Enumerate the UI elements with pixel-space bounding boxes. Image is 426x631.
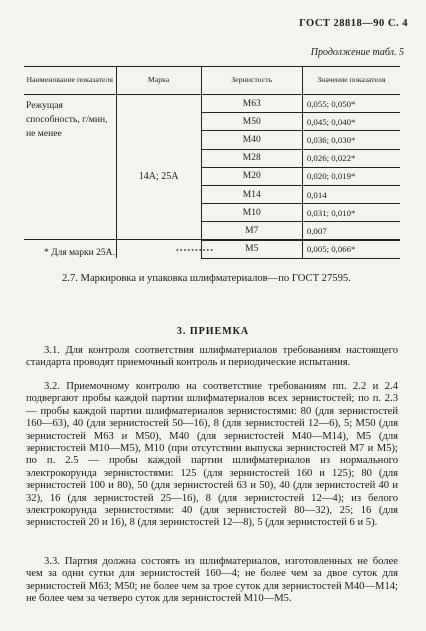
clause-3-3-text: 3.3. Партия должна состоять из шлифматериалов, изготовленных не более чем за одни сутки для зернистостей 160—4; не более чем за двое суток для зернистостей М63; М50; не более чем за трое суток для зернистостей М40—М14; не более чем за четверо суток для зернистостей М10—М5. [26, 556, 398, 605]
mark-cell: 14А; 25А [116, 95, 201, 259]
table-row [24, 95, 400, 113]
grit-cell: М63 [201, 95, 302, 113]
value-cell: 0,055; 0,050* [302, 95, 400, 113]
properties-table [24, 66, 400, 259]
footnote: * Для марки 25А. [44, 248, 115, 258]
col-header-value: Значение показателя [302, 67, 400, 95]
value-cell: 0,045; 0,040* [302, 113, 400, 131]
col-header-grit: Зернистость [201, 67, 302, 95]
table-continuation-label: Продолжение табл. 5 [310, 47, 404, 58]
grit-cell: М20 [201, 167, 302, 185]
page-header: ГОСТ 28818—90 С. 4 [299, 18, 408, 29]
grit-cell: М28 [201, 149, 302, 167]
table-header-row [24, 67, 400, 95]
value-cell: 0,007 [302, 222, 400, 240]
grit-cell: М10 [201, 204, 302, 222]
value-cell: 0,020; 0,019* [302, 167, 400, 185]
section-title: 3. ПРИЕМКА [176, 326, 250, 337]
grit-cell: М5 [201, 240, 302, 258]
clause-3-1 [26, 345, 398, 370]
col-header-parameter: Наименование показателя [24, 67, 116, 95]
value-cell: 0,005; 0,066* [302, 240, 400, 258]
grit-cell: М7 [201, 222, 302, 240]
clause-3-3 [26, 556, 398, 606]
value-cell: 0,026; 0,022* [302, 149, 400, 167]
value-cell: 0,036; 0,030* [302, 131, 400, 149]
scan-dots: •••••••••• [176, 246, 215, 255]
clause-2-7 [44, 273, 400, 285]
value-cell: 0,014 [302, 185, 400, 203]
table-bottom-rule [24, 239, 400, 240]
grit-cell: М14 [201, 185, 302, 203]
grit-cell: М50 [201, 113, 302, 131]
clause-3-2-text: 3.2. Приемочному контролю на соответствие требованиям пп. 2.2 и 2.4 подвергают пробы каждой партии шлифматериалов всех зернистостей; по п. 2.3 — пробы каждой партии шлифматериалов зернистостями: 80 (для зернистостей 160—63), 40 (для зернистостей 50—16), 8 (для зернистостей 12—6), 5; М50 (для зернистостей М63 и М50), М40 (для зернистостей М40—М14), М5 (для зернистостей М10—М5), М10 (при отсутствии выпуска зернистостей М7 и М5); по п. 2.5 — пробы каждой партии шлифматериалов из нормального электрокорунда зернистостями: 125 (для зернистостей 160 и 125); 80 (для зернистостей 100 и 80), 50 (для зернистостей 63 и 50), 40 (для зернистостей 40 и 32), 16 (для зернистостей 25—16), 8 (для зернистостей 12—4); из белого электрокорунда зернистостями: 40 (для зернистостей 80—32), 25; 16 (для зернистостей 20 и 16), 8 (для зернистостей 12—8), 5 (для зернистостей 6 и 5). [26, 381, 398, 529]
col-header-mark: Марка [116, 67, 201, 95]
clause-3-2 [26, 381, 398, 530]
clause-2-7-text: 2.7. Маркировка и упаковка шлифматериалов—по ГОСТ 27595. [62, 273, 351, 284]
clause-3-1-text: 3.1. Для контроля соответствия шлифматериалов требованиям настоящего стандарта проводят приемочный контроль и периодические испытания. [26, 345, 398, 369]
value-cell: 0,031; 0,010* [302, 204, 400, 222]
parameter-cell: Режущая способность, г/мин, не менее [26, 100, 108, 139]
grit-cell: М40 [201, 131, 302, 149]
